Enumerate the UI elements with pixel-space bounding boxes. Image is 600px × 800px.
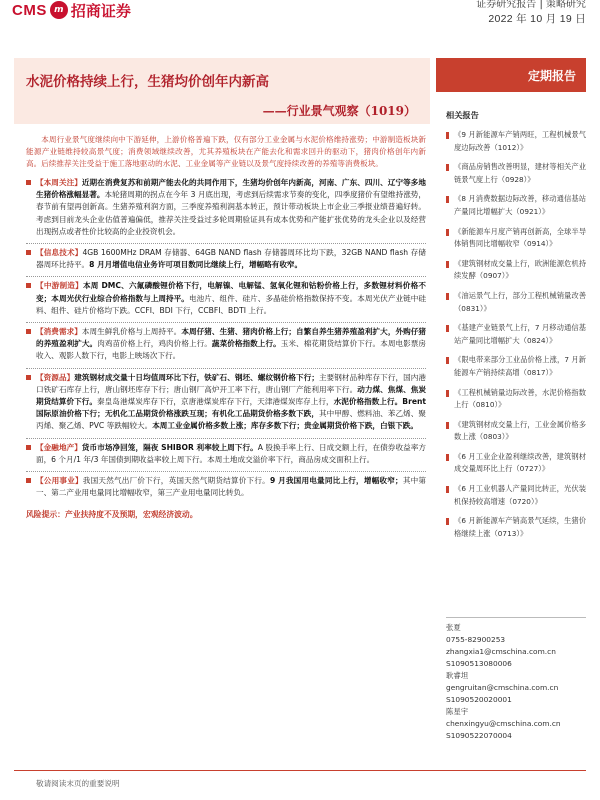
analyst-email[interactable]: zhangxia1@cmschina.com.cn: [446, 647, 556, 656]
bullet-icon: [26, 283, 31, 288]
section-highlight: 建筑钢材成交量十日均值周环比下行，铁矿石、钢坯、螺纹钢价格下行；: [74, 372, 319, 382]
bullet-icon: [26, 375, 31, 380]
section-tag: 【中游制造】: [36, 281, 83, 291]
main-content: [26, 134, 426, 520]
report-meta: [476, 0, 586, 26]
bullet-icon: [26, 180, 31, 185]
analyst-email[interactable]: gengruitan@cmschina.com.cn: [446, 683, 559, 692]
section-midstream: [26, 277, 426, 323]
report-type: 证券研究报告 | 策略研究: [476, 0, 586, 10]
section-highlight: 近期在消费复苏和前期产能去化的共同作用下，生猪均价创年内新高，河南、广东、四川、辽宁等多地生猪价格涨幅显著。: [36, 178, 426, 200]
analyst-license: S1090513080006: [446, 659, 512, 668]
related-report-link[interactable]: 《8 月消费数据边际改善，移动通信基站产量同比增幅扩大（0921）》: [446, 193, 586, 218]
page-subtitle: ——行业景气观察（1019）: [262, 104, 416, 118]
bullet-icon: [26, 445, 31, 450]
page-title: 水泥价格持续上行，生猪均价创年内新高: [26, 74, 269, 90]
related-report-link[interactable]: 《油运景气上行，部分工程机械销量改善（0831）》: [446, 290, 586, 315]
section-tag: 【本周关注】: [36, 178, 82, 187]
section-text: 肉鸡苗价格上行，鸡肉价格上行。: [97, 339, 212, 349]
related-report-link[interactable]: 《9 月新能源车产销两旺，工程机械景气度边际改善（1012）》: [446, 129, 586, 154]
section-text: 4GB 1600MHz DRAM 存储器、64GB NAND flash 存储器周环比均下跌，32GB NAND flash 存储器周环比持平。: [36, 248, 427, 270]
related-reports: [446, 110, 586, 547]
related-report-link[interactable]: 《建筑钢材成交量上行，工业金属价格多数上涨（0803）》: [446, 419, 586, 444]
related-report-link[interactable]: 《新能源车月度产销再创新高，全球半导体销售同比增幅收窄（0914）》: [446, 226, 586, 251]
section-highlight: 本周工业金属价格多数上涨；库存多数下行；贵金属期货价格下跌，白银下跌。: [152, 421, 418, 431]
section-text: 本轮猪周期的拐点在今年 3 月底出现，考虑到后续需求节奏的变化，四季度猪价有望维持涨势，春节前有望再创新高。生猪养殖利润方面，三季度养殖利润基本转正，预计带动板块上市企业三季报业绩普遍好转。考虑到目前龙头企业估值普遍偏低，推荐关注受益过多轮周期验证具有成本优势和产能扩张优势的龙头企业以及经营出现拐点或者性价比较高的企业投资机会。: [36, 190, 427, 236]
footer-note: 敬请阅读末页的重要说明: [36, 779, 120, 788]
related-report-link[interactable]: 《限电带来部分工业品价格上涨，7 月新能源车产销持续高增（0817）》: [446, 354, 586, 379]
section-text: 秦皇岛港煤炭库存下行，京唐港煤炭库存下行，天津港煤炭库存上行，: [97, 397, 334, 407]
section-text: 其中甲醇、燃料油、苯乙烯、聚丙烯、聚乙烯、PVC 等跌幅较大。: [36, 409, 427, 431]
section-text: 其中第一、第二产业用电量同比增幅收窄，第三产业用电量同比转负。: [36, 476, 427, 498]
analyst-name: 陈星宇: [446, 707, 469, 716]
related-report-link[interactable]: 《建筑钢材成交量上行，欧洲能源危机持续发酵（0907）》: [446, 258, 586, 283]
section-highlight: 动力煤、焦煤、焦炭期货结算价下行。: [36, 384, 426, 407]
section-resources: [26, 369, 426, 439]
section-tag: 【信息技术】: [36, 248, 83, 258]
related-report-link[interactable]: 《工程机械销量边际改善，水泥价格指数上行（0810）》: [446, 387, 586, 412]
related-report-link[interactable]: 《基建产业链景气上行，7 月移动通信基站产量同比增幅扩大（0824）》: [446, 322, 586, 347]
report-category-badge: 定期报告: [436, 58, 586, 92]
risk-warning: 风险提示：产业扶持度不及预期，宏观经济波动。: [26, 510, 198, 520]
title-banner: [14, 58, 430, 124]
report-date: 2022 年 10 月 19 日: [488, 13, 586, 25]
bullet-icon: [26, 329, 31, 334]
section-highlight: 本周仔猪、生猪、猪肉价格上行；自繁自养生猪养殖盈利扩大，外购仔猪的养殖盈利扩大。: [36, 327, 427, 349]
analyst-name: 张夏: [446, 623, 461, 632]
bullet-icon: [26, 478, 31, 483]
section-tag: 【消费需求】: [36, 327, 82, 337]
analyst-email[interactable]: chenxingyu@cmschina.com.cn: [446, 719, 561, 728]
section-consumption: [26, 323, 426, 369]
analyst-phone: 0755-82900253: [446, 635, 506, 644]
related-report-link[interactable]: 《6 月工业企业盈利继续改善，建筑钢材成交量周环比上行（0727）》: [446, 451, 586, 476]
section-it: [26, 244, 426, 277]
section-highlight: 本周 DMC、六氟磷酸锂价格下行，电解镍、电解锰、氢氧化锂和钴粉价格上行，多数锂材料价格不变；本周光伏行业综合价格指数与上周持平。: [36, 281, 427, 303]
section-focus: [26, 174, 426, 244]
bullet-icon: [26, 250, 31, 255]
section-highlight: 水泥价格指数上行。Brent 国际原油价格下行；无机化工品期货价格涨跌互现；有机化工品期货价格多数下跌，: [36, 397, 427, 419]
related-reports-heading: 相关报告: [446, 110, 479, 120]
section-highlight: 8 月月增值电信业务许可项目数同比继续上行，增幅略有收窄。: [89, 260, 303, 270]
section-text: 电池片、组件、硅片、多晶硅价格指数保持不变。本周光伏产业链中硅料、组件、硅片价格均下跌。CCFI、BDI 下行，CCBFI、BDTI 上行。: [36, 293, 427, 315]
section-highlight: 货币市场净回笼，隔夜 SHIBOR 利率较上周下行。: [81, 442, 258, 452]
section-text: 玉米、棉花期货结算价下行。本周电影票房收入、观影人数下行，电影上映场次下行。: [36, 339, 427, 361]
section-text: A 股换手率上行、日成交额上行，在债券收益率方面，6 个月/1 年/3 年国债到期收益率较上周下行。本周土地成交溢价率下行，商品房成交面积上行。: [36, 442, 427, 464]
analyst-name: 耿睿坦: [446, 671, 469, 680]
brand-mark-icon: m: [50, 1, 68, 19]
section-highlight: 蔬菜价格指数上行。: [211, 339, 281, 349]
section-tag: 【公用事业】: [36, 476, 83, 486]
brand-cn: 招商证券: [70, 1, 131, 20]
brand-logo: [12, 0, 131, 20]
analyst-contacts: [446, 617, 586, 742]
related-report-link[interactable]: 《6 月工业机器人产量同比转正，光伏装机保持较高增速（0720）》: [446, 483, 586, 508]
section-tag: 【资源品】: [36, 372, 75, 382]
section-utilities: [26, 472, 426, 504]
section-tag: 【金融地产】: [36, 442, 82, 452]
related-report-link[interactable]: 《6 月新能源车产销高景气延续，生猪价格继续上涨（0713）》: [446, 515, 586, 540]
brand-en: CMS: [12, 1, 47, 19]
related-report-link[interactable]: 《商品房销售改善明显，建材等相关产业链景气度上行（0928）》: [446, 161, 586, 186]
analyst-license: S1090520020001: [446, 695, 512, 704]
section-text: 我国天然气出厂价下行，英国天然气期货结算价下行。: [82, 476, 270, 486]
section-text: 本周生鲜乳价格与上周持平。: [81, 327, 182, 337]
section-finance: [26, 439, 426, 472]
summary-paragraph: 本周行业景气度继续向中下游延伸，上游价格普遍下跌，仅有部分工业金属与水泥价格维持涨势；中游制造板块新能源产业链维持较高景气度；消费领域继续改善，尤其养殖板块在产能去化和需求回升的驱动下，猪肉价格创年内新高。后续推荐关注受益于施工落地驱动的水泥、工业金属等产业链以及景气度持续改善的养殖等消费板块。: [26, 135, 426, 168]
section-highlight: 9 月我国用电量同比上行，增幅收窄；: [269, 476, 403, 486]
analyst-license: S1090522070004: [446, 731, 512, 740]
footer-divider: [14, 770, 586, 771]
section-text: 主要钢材品种库存下行，国内港口铁矿石库存上行，唐山钢坯库存下行；唐山钢厂高炉开工率下行，唐山钢厂产能利用率下行。: [36, 372, 427, 394]
